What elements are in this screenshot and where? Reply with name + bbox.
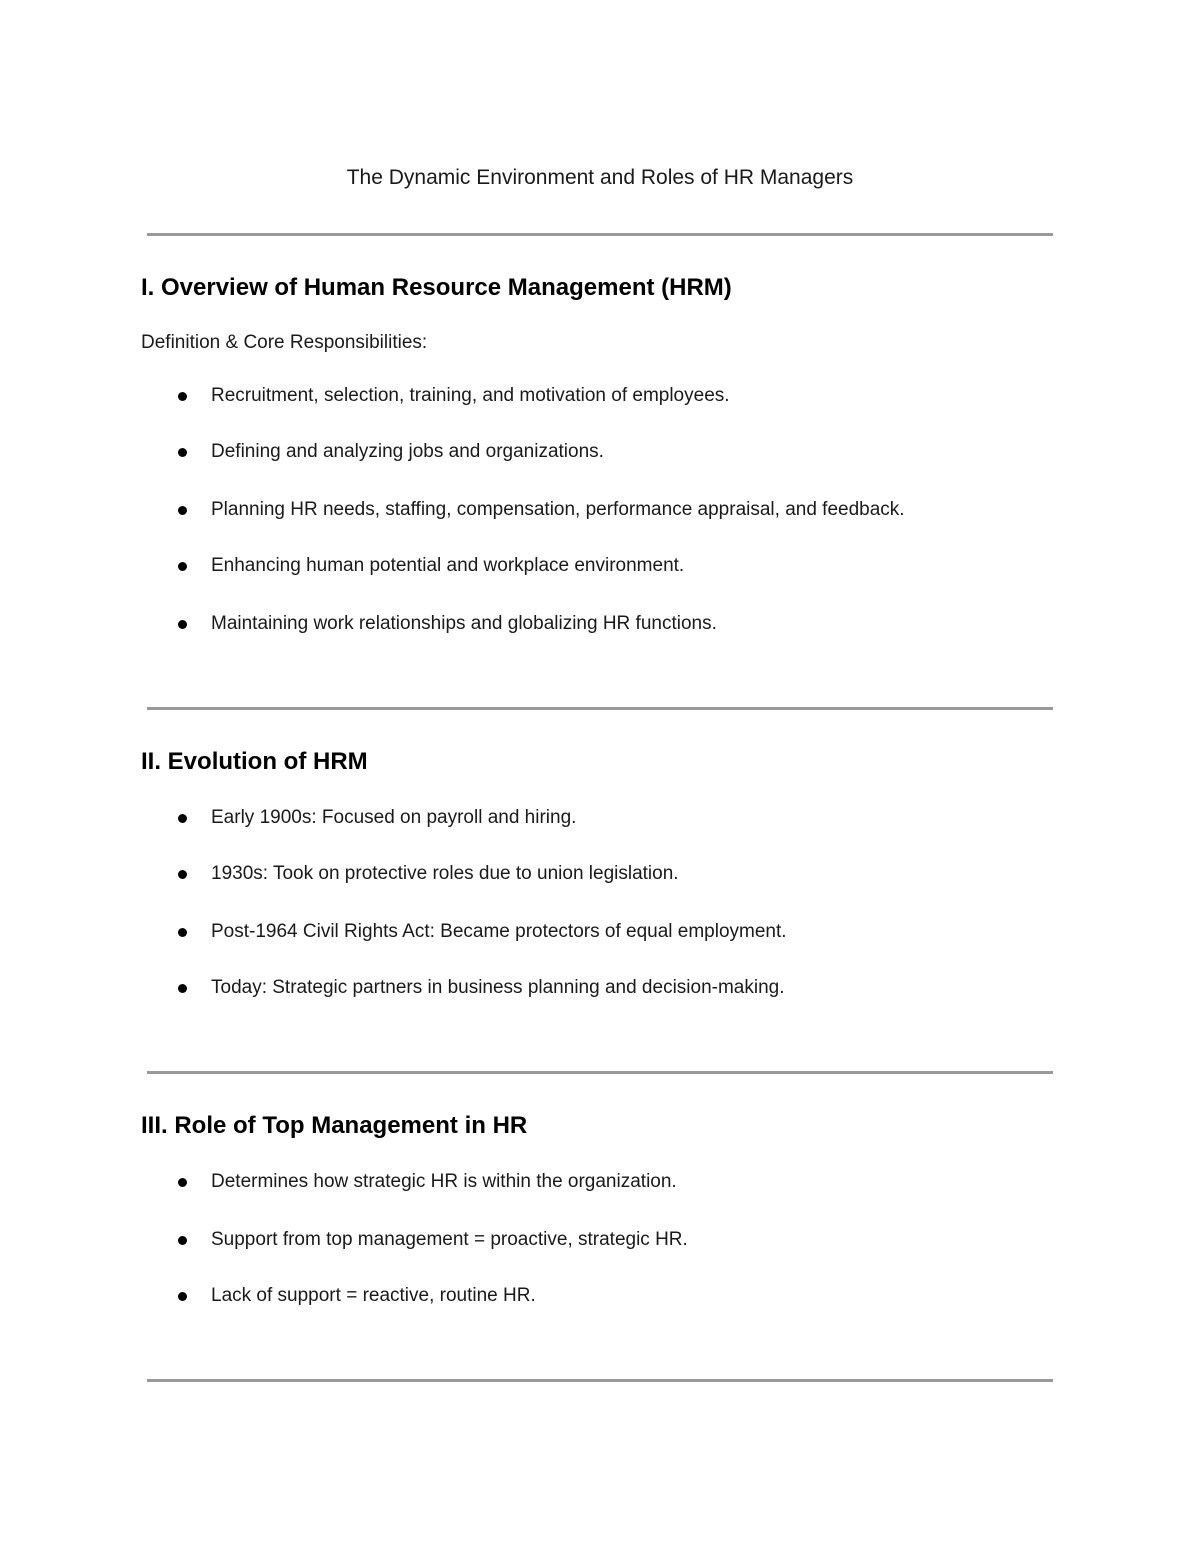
bullet-icon [178, 392, 187, 401]
list-item [178, 384, 730, 408]
bullet-icon [178, 1178, 187, 1187]
horizontal-divider [147, 1379, 1053, 1382]
horizontal-divider [147, 233, 1053, 236]
list-item [178, 862, 679, 886]
list-item [178, 498, 905, 522]
bullet-icon [178, 814, 187, 823]
list-item-text: Defining and analyzing jobs and organizations. [211, 441, 604, 462]
list-item [178, 612, 717, 636]
list-item-text: Support from top management = proactive, strategic HR. [211, 1229, 688, 1250]
list-item-text: Post-1964 Civil Rights Act: Became protectors of equal employment. [211, 921, 787, 942]
bullet-icon [178, 870, 187, 879]
bullet-icon [178, 620, 187, 629]
horizontal-divider [147, 1071, 1053, 1074]
horizontal-divider [147, 707, 1053, 710]
section-heading-evolution: II. Evolution of HRM [141, 748, 368, 775]
list-item-text: Early 1900s: Focused on payroll and hiring. [211, 807, 577, 828]
bullet-icon [178, 506, 187, 515]
list-item [178, 554, 684, 578]
bullet-icon [178, 562, 187, 571]
list-item [178, 1284, 536, 1308]
list-item [178, 976, 785, 1000]
list-item-text: 1930s: Took on protective roles due to union legislation. [211, 863, 679, 884]
list-item-text: Lack of support = reactive, routine HR. [211, 1285, 536, 1306]
section-subheading: Definition & Core Responsibilities: [141, 332, 428, 353]
section-heading-overview: I. Overview of Human Resource Management (HRM) [141, 274, 732, 301]
list-item-text: Maintaining work relationships and globalizing HR functions. [211, 613, 717, 634]
list-item [178, 920, 787, 944]
list-item [178, 440, 604, 464]
list-item-text: Today: Strategic partners in business planning and decision-making. [211, 977, 785, 998]
list-item [178, 806, 576, 830]
list-item [178, 1170, 677, 1194]
bullet-icon [178, 984, 187, 993]
bullet-icon [178, 1236, 187, 1245]
document-title: The Dynamic Environment and Roles of HR Managers [346, 166, 854, 189]
list-item-text: Enhancing human potential and workplace environment. [211, 555, 685, 576]
list-item-text: Recruitment, selection, training, and motivation of employees. [211, 385, 730, 406]
section-heading-top-management: III. Role of Top Management in HR [141, 1112, 528, 1139]
list-item-text: Determines how strategic HR is within the organization. [211, 1171, 677, 1192]
bullet-icon [178, 1292, 187, 1301]
list-item-text: Planning HR needs, staffing, compensation, performance appraisal, and feedback. [211, 499, 905, 520]
list-item [178, 1228, 688, 1252]
bullet-icon [178, 928, 187, 937]
bullet-icon [178, 448, 187, 457]
